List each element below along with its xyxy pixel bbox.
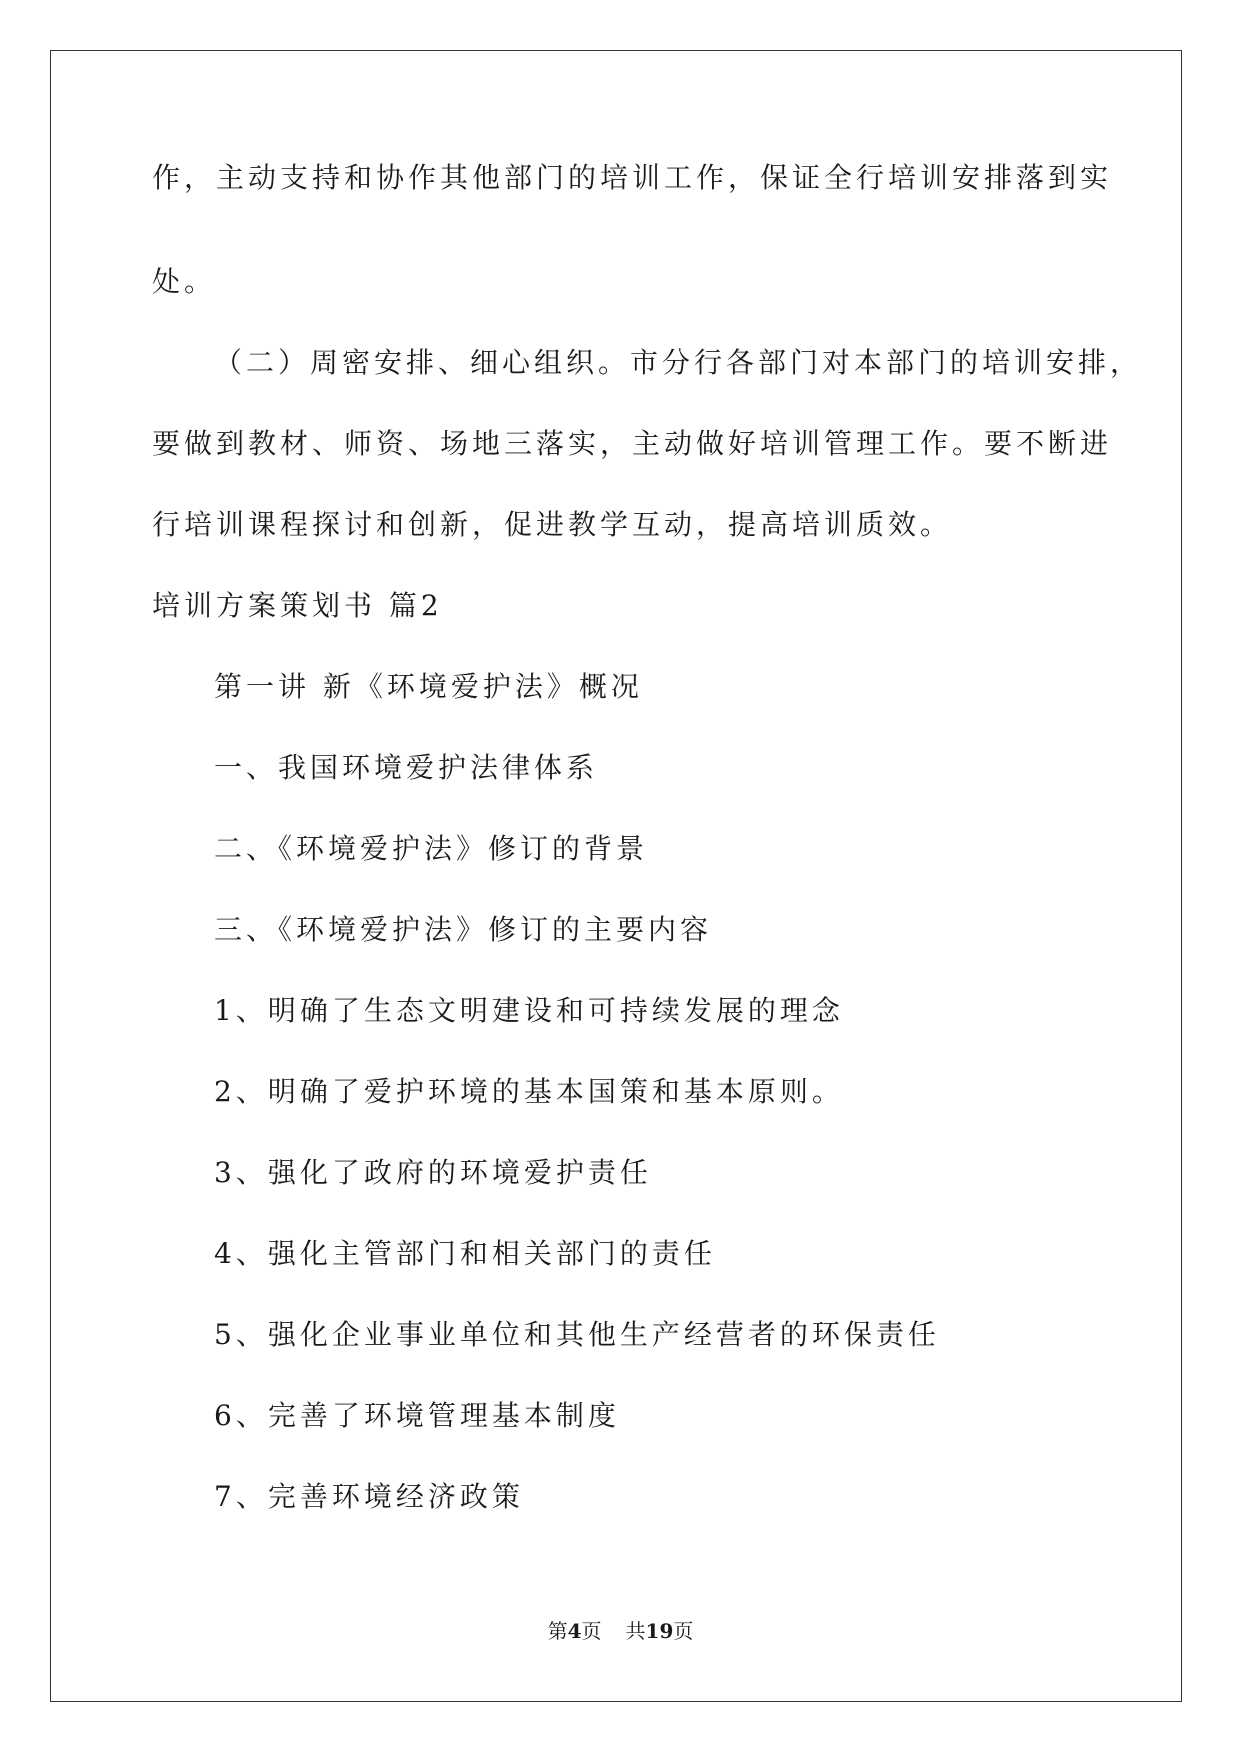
page-total: 19 xyxy=(645,1619,674,1643)
outline-item: 三、《环境爱护法》修订的主要内容 xyxy=(214,913,713,946)
page-current: 4 xyxy=(567,1619,582,1643)
list-item: 5、强化企业事业单位和其他生产经营者的环保责任 xyxy=(214,1318,940,1351)
outline-item: 一、我国环境爱护法律体系 xyxy=(214,751,599,784)
outline-item: 二、《环境爱护法》修订的背景 xyxy=(214,832,649,865)
list-item: 6、完善了环境管理基本制度 xyxy=(214,1399,620,1432)
paragraph-line: 行培训课程探讨和创新，促进教学互动，提高培训质效。 xyxy=(152,508,953,541)
paragraph-line: 处。 xyxy=(152,265,217,298)
paragraph-line: 要做到教材、师资、场地三落实，主动做好培训管理工作。要不断进 xyxy=(152,427,1113,460)
list-item: 4、强化主管部门和相关部门的责任 xyxy=(214,1237,716,1270)
page-footer xyxy=(0,1615,1241,1644)
lecture-title: 第一讲 新《环境爱护法》概况 xyxy=(214,670,643,703)
document-body xyxy=(152,160,1143,1537)
page-suffix: 页 xyxy=(581,1619,602,1643)
list-item: 3、强化了政府的环境爱护责任 xyxy=(214,1156,652,1189)
list-item: 2、明确了爱护环境的基本国策和基本原则。 xyxy=(214,1075,844,1108)
paragraph-line: 作，主动支持和协作其他部门的培训工作，保证全行培训安排落到实 xyxy=(152,161,1113,194)
total-prefix: 共 xyxy=(625,1619,646,1643)
list-item: 1、明确了生态文明建设和可持续发展的理念 xyxy=(214,994,844,1027)
page-prefix: 第 xyxy=(547,1619,568,1643)
section-heading: 培训方案策划书 篇2 xyxy=(152,589,443,622)
paragraph-line: （二）周密安排、细心组织。市分行各部门对本部门的培训安排， xyxy=(214,346,1143,379)
list-item: 7、完善环境经济政策 xyxy=(214,1480,524,1513)
total-suffix: 页 xyxy=(673,1619,694,1643)
